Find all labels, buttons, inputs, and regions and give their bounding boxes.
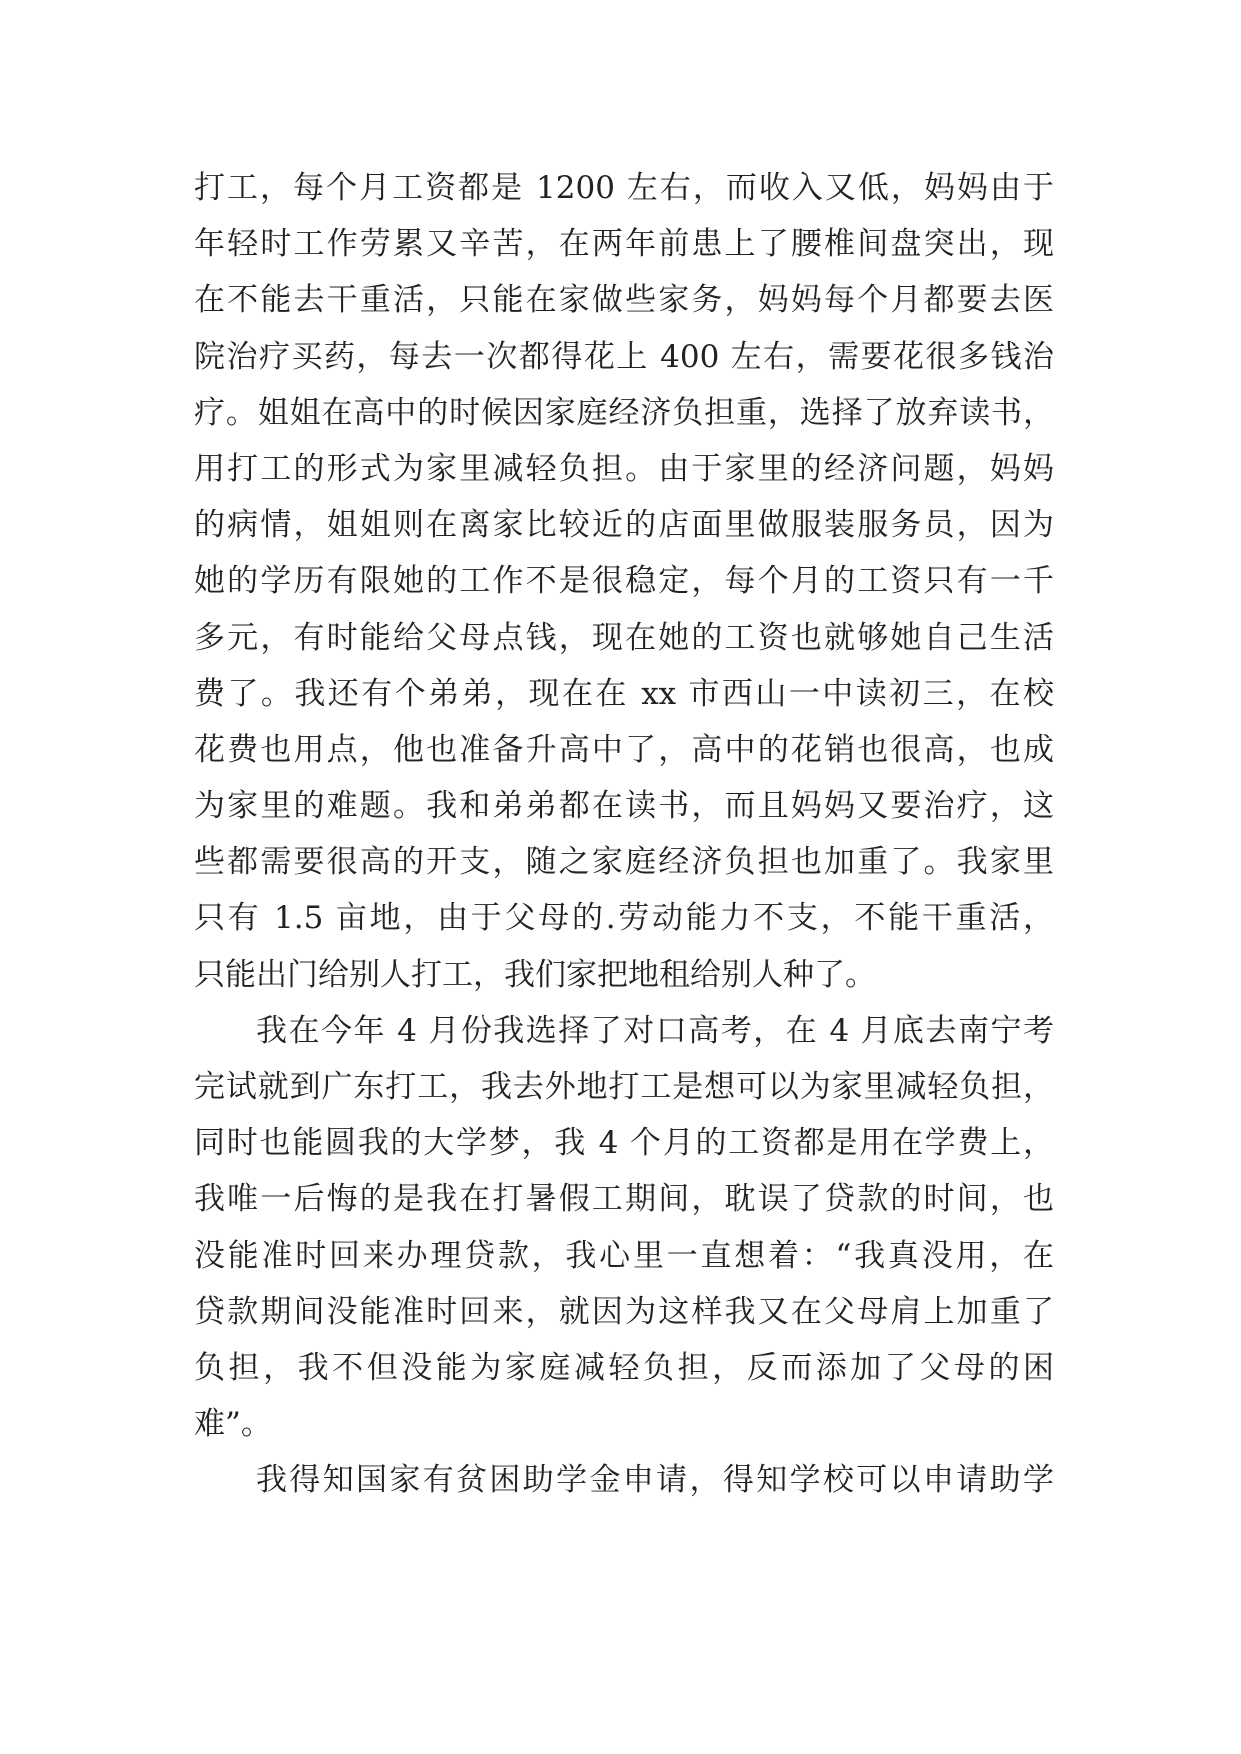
- text-line: 我在今年 4 月份我选择了对口高考，在 4 月底去南宁考: [256, 1012, 1054, 1049]
- text-line: 负担，我不但没能为家庭减轻负担，反而添加了父母的困: [194, 1349, 1054, 1386]
- text-line: 的病情，姐姐则在离家比较近的店面里做服装服务员，因为: [194, 507, 1054, 544]
- text-line: 我唯一后悔的是我在打暑假工期间，耽误了贷款的时间，也: [194, 1181, 1054, 1218]
- text-line: 多元，有时能给父母点钱，现在她的工资也就够她自己生活: [194, 619, 1054, 656]
- text-line: 我得知国家有贫困助学金申请，得知学校可以申请助学: [256, 1462, 1054, 1499]
- text-line: 院治疗买药，每去一次都得花上 400 左右，需要花很多钱治: [194, 338, 1054, 375]
- text-line: 贷款期间没能准时回来，就因为这样我又在父母肩上加重了: [194, 1293, 1054, 1330]
- text-line: 打工，每个月工资都是 1200 左右，而收入又低，妈妈由于: [194, 170, 1054, 206]
- text-line: 只有 1.5 亩地，由于父母的.劳动能力不支，不能干重活，: [194, 900, 1054, 937]
- text-line: 没能准时回来办理贷款，我心里一直想着：“我真没用，在: [194, 1237, 1054, 1274]
- body-text: [194, 160, 1054, 1509]
- text-line: 年轻时工作劳累又辛苦，在两年前患上了腰椎间盘突出，现: [194, 226, 1054, 263]
- text-line: 同时也能圆我的大学梦，我 4 个月的工资都是用在学费上，: [194, 1125, 1054, 1162]
- text-line: 些都需要很高的开支，随之家庭经济负担也加重了。我家里: [194, 844, 1054, 881]
- text-line: 只能出门给别人打工，我们家把地租给别人种了。: [194, 956, 876, 993]
- text-line: 难”。: [194, 1406, 272, 1443]
- text-line: 用打工的形式为家里减轻负担。由于家里的经济问题，妈妈: [194, 450, 1054, 487]
- text-line: 她的学历有限她的工作不是很稳定，每个月的工资只有一千: [194, 563, 1054, 600]
- text-line: 在不能去干重活，只能在家做些家务，妈妈每个月都要去医: [194, 282, 1054, 319]
- text-line: 疗。姐姐在高中的时候因家庭经济负担重，选择了放弃读书，: [194, 394, 1054, 431]
- text-line: 花费也用点，他也准备升高中了，高中的花销也很高，也成: [194, 731, 1054, 768]
- text-line: 为家里的难题。我和弟弟都在读书，而且妈妈又要治疗，这: [194, 788, 1054, 825]
- text-line: 费了。我还有个弟弟，现在在 xx 市西山一中读初三，在校: [194, 675, 1054, 712]
- text-line: 完试就到广东打工，我去外地打工是想可以为家里减轻负担，: [194, 1069, 1054, 1105]
